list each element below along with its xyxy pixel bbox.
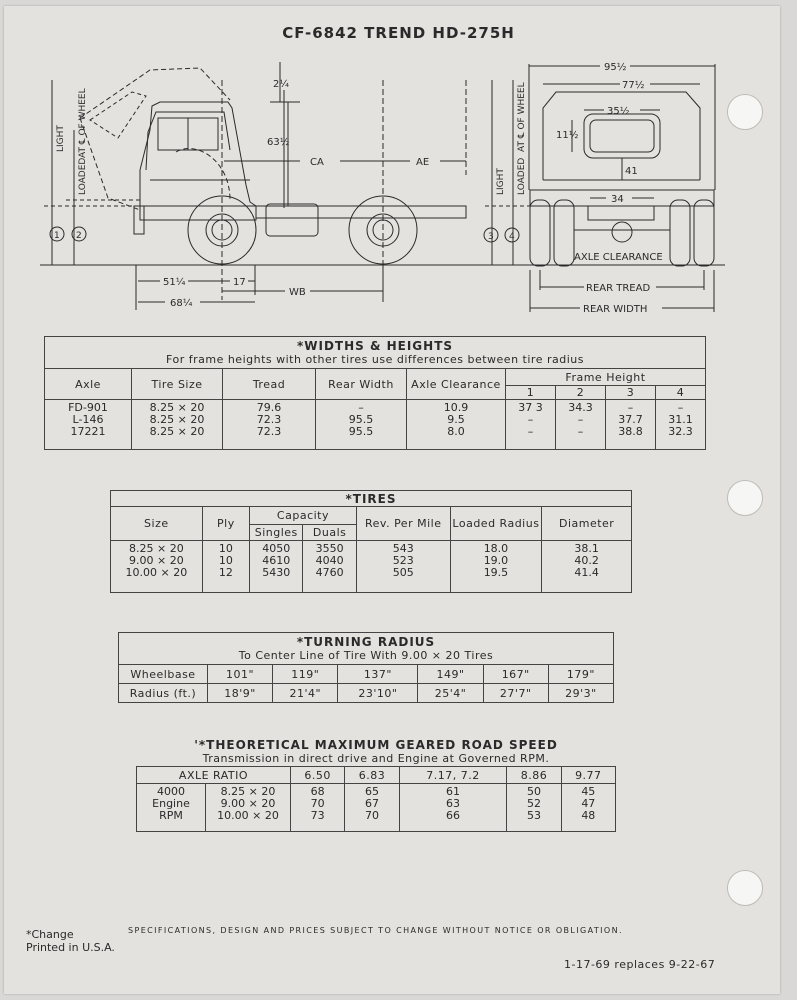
wheelbase-value: 119" <box>273 665 338 684</box>
fh1-values <box>506 400 556 450</box>
fh4-value: 32.3 <box>668 425 693 438</box>
radius-value: 21'4" <box>273 684 338 703</box>
rear-light-label: LIGHT <box>496 168 506 195</box>
rear-width-label: REAR WIDTH <box>583 304 648 315</box>
fh3-value: – <box>627 401 634 414</box>
duals-value: 4040 <box>315 554 344 567</box>
dim-51-1-4: 51¼ <box>163 277 186 288</box>
size-value: 8.25 × 20 <box>129 542 184 555</box>
turning-radius-table <box>118 632 614 703</box>
header-singles: Singles <box>250 525 303 541</box>
turning-radius-caption <box>119 633 614 665</box>
loaded-radius-value: 18.0 <box>483 542 509 555</box>
speed-value: 73 <box>310 809 325 822</box>
diameter-value: 40.2 <box>574 554 599 567</box>
speed-value: 52 <box>526 797 541 810</box>
ply-value: 12 <box>218 566 233 579</box>
speed-value: 48 <box>581 809 596 822</box>
change-note <box>26 928 115 954</box>
speed-value: 53 <box>526 809 541 822</box>
speed-tire-sizes <box>206 784 291 832</box>
axle-clearance-value: 10.9 <box>443 401 469 414</box>
speed-column <box>399 784 507 832</box>
radius-label: Radius (ft.) <box>119 684 208 703</box>
fh1-value: – <box>527 413 534 426</box>
axle-value: L-146 <box>72 413 104 426</box>
dim-35-1-2: 35½ <box>607 106 630 117</box>
wheelbase-label: Wheelbase <box>119 665 208 684</box>
dim-77-1-2: 77½ <box>622 80 645 91</box>
header-tread: Tread <box>223 369 316 400</box>
rear-width-values <box>316 400 407 450</box>
tire-size-values <box>132 400 223 450</box>
diameter-value: 41.4 <box>574 566 599 579</box>
speed-column <box>291 784 345 832</box>
speed-value: 50 <box>526 785 541 798</box>
axle-ratio-label: AXLE RATIO <box>137 767 291 784</box>
fh2-value: 34.3 <box>568 401 593 414</box>
header-diameter: Diameter <box>542 507 632 541</box>
dim-11-1-2: 11½ <box>556 130 579 141</box>
header-fh-4: 4 <box>656 386 706 400</box>
tires-table <box>110 490 632 593</box>
rev-per-mile-values <box>356 541 450 593</box>
duals-values <box>303 541 356 593</box>
speed-column <box>561 784 615 832</box>
speed-value: 63 <box>445 797 460 810</box>
dim-95-1-2: 95½ <box>604 62 627 73</box>
fh2-values <box>556 400 606 450</box>
widths-heights-caption <box>45 337 706 369</box>
singles-value: 4610 <box>262 554 291 567</box>
rear-wheel-centerline-label: AT ℄ OF WHEEL <box>517 82 527 152</box>
radius-value: 25'4" <box>418 684 483 703</box>
speed-column <box>345 784 399 832</box>
wb-label: WB <box>289 287 306 298</box>
loaded-radius-value: 19.0 <box>483 554 509 567</box>
tread-value: 72.3 <box>256 413 282 426</box>
rear-width-value: – <box>358 401 364 414</box>
ca-label: CA <box>310 157 324 168</box>
engine-label-line: Engine <box>152 797 190 810</box>
singles-values <box>250 541 303 593</box>
axle-ratio-value: 9.77 <box>561 767 615 784</box>
duals-value: 3550 <box>315 542 344 555</box>
axle-clearance-value: 9.5 <box>447 413 465 426</box>
wheelbase-value: 137" <box>338 665 418 684</box>
fh4-values <box>656 400 706 450</box>
radius-value: 27'7" <box>483 684 548 703</box>
diameter-value: 38.1 <box>574 542 599 555</box>
header-frame-height: Frame Height <box>506 369 706 386</box>
ply-values <box>202 541 249 593</box>
speed-value: 70 <box>310 797 325 810</box>
radius-value: 23'10" <box>338 684 418 703</box>
dim-2-1-4: 2¼ <box>273 79 290 90</box>
axle-value: FD-901 <box>68 401 108 414</box>
header-size: Size <box>111 507 203 541</box>
speed-value: 68 <box>310 785 325 798</box>
tread-value: 79.6 <box>256 401 282 414</box>
road-speed-caption <box>136 738 616 765</box>
header-duals: Duals <box>303 525 356 541</box>
axle-clearance-values <box>407 400 506 450</box>
road-speed-title: '*THEORETICAL MAXIMUM GEARED ROAD SPEED <box>194 738 558 752</box>
speed-tire-size: 9.00 × 20 <box>220 797 276 810</box>
fh4-value: – <box>677 401 684 414</box>
engine-rpm-label <box>137 784 206 832</box>
truck-dimension-drawing <box>0 40 797 320</box>
speed-column <box>507 784 561 832</box>
header-ply: Ply <box>202 507 249 541</box>
axle-values <box>45 400 132 450</box>
size-value: 10.00 × 20 <box>125 566 188 579</box>
marker-2: 2 <box>76 231 82 241</box>
header-capacity: Capacity <box>250 507 357 525</box>
ply-value: 10 <box>218 542 233 555</box>
dim-63-1-2: 63½ <box>267 137 290 148</box>
header-tire-size: Tire Size <box>132 369 223 400</box>
fh3-value: 38.8 <box>618 425 643 438</box>
wheelbase-value: 179" <box>548 665 613 684</box>
header-rear-width: Rear Width <box>316 369 407 400</box>
wheelbase-value: 167" <box>483 665 548 684</box>
ae-label: AE <box>416 157 430 168</box>
radius-value: 29'3" <box>548 684 613 703</box>
fh1-value: – <box>527 425 534 438</box>
widths-heights-subtitle: For frame heights with other tires use differences between tire radius <box>166 353 584 366</box>
rev-per-mile-value: 543 <box>392 542 414 555</box>
rear-width-value: 95.5 <box>348 425 374 438</box>
rev-per-mile-value: 505 <box>392 566 414 579</box>
axle-ratio-value: 6.83 <box>345 767 399 784</box>
wheel-centerline-label: AT ℄ OF WHEEL <box>78 88 88 158</box>
speed-value: 47 <box>581 797 596 810</box>
speed-value: 67 <box>364 797 379 810</box>
speed-value: 65 <box>364 785 379 798</box>
fh3-values <box>606 400 656 450</box>
axle-ratio-value: 6.50 <box>291 767 345 784</box>
radius-value: 18'9" <box>208 684 273 703</box>
turning-radius-title: *TURNING RADIUS <box>296 635 436 649</box>
fh3-value: 37.7 <box>618 413 643 426</box>
dim-17: 17 <box>233 277 246 288</box>
header-fh-3: 3 <box>606 386 656 400</box>
speed-tire-size: 8.25 × 20 <box>220 785 276 798</box>
specifications-notice: SPECIFICATIONS, DESIGN AND PRICES SUBJECT TO CHANGE WITHOUT NOTICE OR OBLIGATION. <box>128 926 623 935</box>
road-speed-subtitle: Transmission in direct drive and Engine at Governed RPM. <box>202 752 550 765</box>
header-fh-2: 2 <box>556 386 606 400</box>
speed-value: 70 <box>364 809 379 822</box>
engine-label-line: 4000 <box>157 785 185 798</box>
diameter-values <box>542 541 632 593</box>
rear-tread-label: REAR TREAD <box>586 283 651 294</box>
marker-3: 3 <box>488 232 494 242</box>
fh2-value: – <box>577 425 584 438</box>
axle-value: 17221 <box>70 425 106 438</box>
light-label: LIGHT <box>56 125 66 152</box>
header-fh-1: 1 <box>506 386 556 400</box>
widths-heights-table <box>44 336 706 450</box>
axle-clearance-value: 8.0 <box>447 425 465 438</box>
speed-tire-size: 10.00 × 20 <box>217 809 279 822</box>
singles-value: 4050 <box>262 542 291 555</box>
change-label: *Change <box>26 928 74 941</box>
axle-ratio-value: 7.17, 7.2 <box>399 767 507 784</box>
tire-size-value: 8.25 × 20 <box>149 413 205 426</box>
printed-label: Printed in U.S.A. <box>26 941 115 954</box>
axle-ratio-value: 8.86 <box>507 767 561 784</box>
loaded-label: LOADED <box>78 157 88 195</box>
road-speed-table <box>136 766 616 832</box>
header-loaded-radius: Loaded Radius <box>450 507 542 541</box>
engine-label-line: RPM <box>159 809 183 822</box>
speed-value: 45 <box>581 785 596 798</box>
size-value: 9.00 × 20 <box>129 554 184 567</box>
tires-title: *TIRES <box>111 491 632 507</box>
widths-heights-title: *WIDTHS & HEIGHTS <box>296 339 454 353</box>
loaded-radius-values <box>450 541 542 593</box>
speed-value: 61 <box>445 785 460 798</box>
revision-date: 1-17-69 replaces 9-22-67 <box>564 958 716 971</box>
axle-clearance-label: AXLE CLEARANCE <box>574 252 663 263</box>
tire-size-value: 8.25 × 20 <box>149 425 205 438</box>
fh4-value: 31.1 <box>668 413 693 426</box>
marker-1: 1 <box>54 231 60 241</box>
size-values <box>111 541 203 593</box>
header-rev-per-mile: Rev. Per Mile <box>356 507 450 541</box>
binder-hole <box>727 870 763 906</box>
dim-34: 34 <box>611 194 624 205</box>
header-axle-clearance: Axle Clearance <box>407 369 506 400</box>
rear-width-value: 95.5 <box>348 413 374 426</box>
tread-value: 72.3 <box>256 425 282 438</box>
tire-size-value: 8.25 × 20 <box>149 401 205 414</box>
loaded-radius-value: 19.5 <box>483 566 509 579</box>
duals-value: 4760 <box>315 566 344 579</box>
page-title: CF-6842 TREND HD-275H <box>282 24 515 42</box>
singles-value: 5430 <box>262 566 291 579</box>
turning-radius-subtitle: To Center Line of Tire With 9.00 × 20 Tires <box>238 649 494 662</box>
wheelbase-value: 101" <box>208 665 273 684</box>
wheelbase-value: 149" <box>418 665 483 684</box>
speed-value: 66 <box>445 809 460 822</box>
fh1-value: 37 3 <box>518 401 543 414</box>
header-axle: Axle <box>45 369 132 400</box>
rev-per-mile-value: 523 <box>392 554 414 567</box>
binder-hole <box>727 480 763 516</box>
tread-values <box>223 400 316 450</box>
marker-4: 4 <box>509 232 515 242</box>
dim-41: 41 <box>625 166 638 177</box>
rear-loaded-label: LOADED <box>517 157 527 195</box>
ply-value: 10 <box>218 554 233 567</box>
dim-68-1-4: 68¼ <box>170 298 193 309</box>
fh2-value: – <box>577 413 584 426</box>
